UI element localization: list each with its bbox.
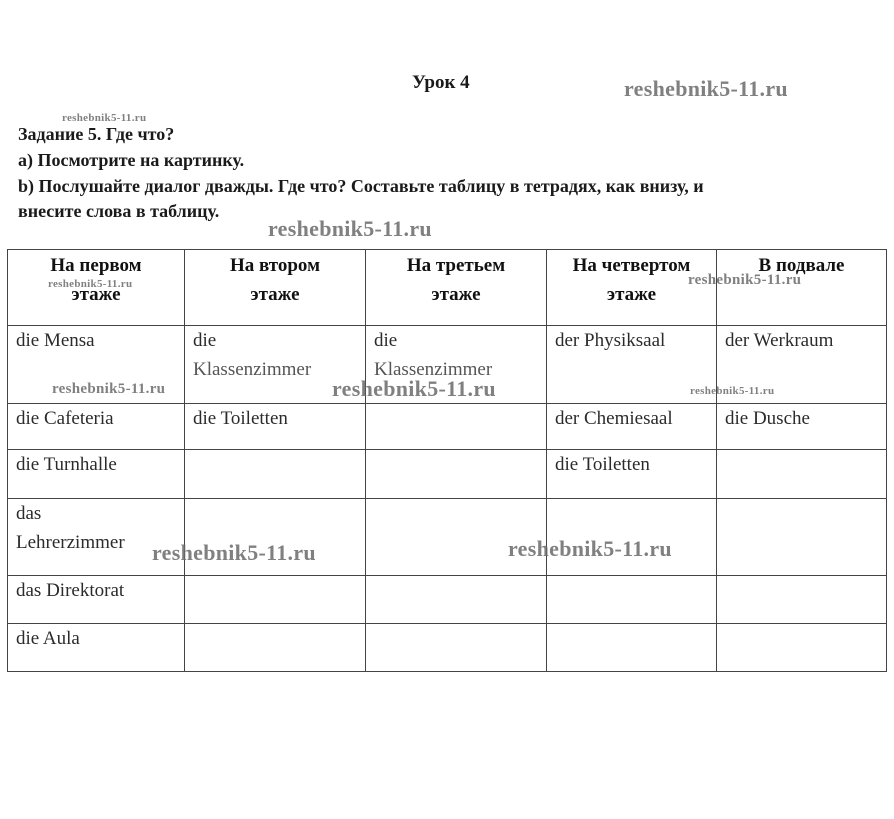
table-cell [717, 450, 887, 499]
header-fourth-floor: На четвертом этаже [547, 250, 717, 326]
table-row [8, 499, 887, 576]
header-third-floor: На третьем этаже [366, 250, 547, 326]
task-heading: Задание 5. Где что? [18, 124, 175, 144]
table-cell: die Cafeteria [8, 404, 185, 450]
header-second-floor: На втором этаже [185, 250, 366, 326]
watermark: reshebnik5-11.ru [688, 272, 802, 288]
header-first-floor: На первом этаже [8, 250, 185, 326]
task-part-b-continued: внесите слова в таблицу. [18, 201, 220, 221]
table-cell [366, 404, 547, 450]
table-cell: die Klassenzimmer [366, 326, 547, 404]
table-cell: das Direktorat [8, 576, 185, 624]
table-cell: die Toiletten [547, 450, 717, 499]
table-cell [185, 450, 366, 499]
task-part-a: а) Посмотрите на картинку. [18, 150, 245, 170]
table-cell: die Toiletten [185, 404, 366, 450]
table-row [8, 404, 887, 450]
header-basement: В подвале [717, 250, 887, 326]
table-cell: der Chemiesaal [547, 404, 717, 450]
table-cell [547, 624, 717, 672]
table-cell [366, 624, 547, 672]
watermark: reshebnik5-11.ru [62, 112, 147, 124]
table-row [8, 450, 887, 499]
table-cell [547, 576, 717, 624]
table-cell [185, 576, 366, 624]
table-cell [185, 624, 366, 672]
table-cell: die Aula [8, 624, 185, 672]
table-cell [717, 624, 887, 672]
table-cell [717, 499, 887, 576]
table-cell: die Klassenzimmer [185, 326, 366, 404]
watermark: reshebnik5-11.ru [624, 76, 788, 101]
watermark: reshebnik5-11.ru [152, 540, 316, 565]
table-cell [717, 576, 887, 624]
task-part-b: b) Послушайте диалог дважды. Где что? Составьте таблицу в тетрадях, как внизу, и [18, 176, 704, 196]
lesson-title: Урок 4 [412, 72, 470, 93]
watermark: reshebnik5-11.ru [508, 536, 672, 561]
table-cell: das Lehrerzimmer [8, 499, 185, 576]
table-row [8, 624, 887, 672]
watermark: reshebnik5-11.ru [268, 216, 432, 241]
table-cell: der Werkraum [717, 326, 887, 404]
watermark: reshebnik5-11.ru [332, 376, 496, 401]
table-cell: die Turnhalle [8, 450, 185, 499]
table-cell: der Physiksaal [547, 326, 717, 404]
table-cell: die Mensa [8, 326, 185, 404]
table-cell: die Dusche [717, 404, 887, 450]
table-cell [366, 450, 547, 499]
watermark: reshebnik5-11.ru [48, 278, 133, 290]
floors-table [7, 249, 887, 672]
watermark: reshebnik5-11.ru [690, 385, 775, 397]
table-row [8, 576, 887, 624]
watermark: reshebnik5-11.ru [52, 381, 166, 397]
table-cell [366, 576, 547, 624]
